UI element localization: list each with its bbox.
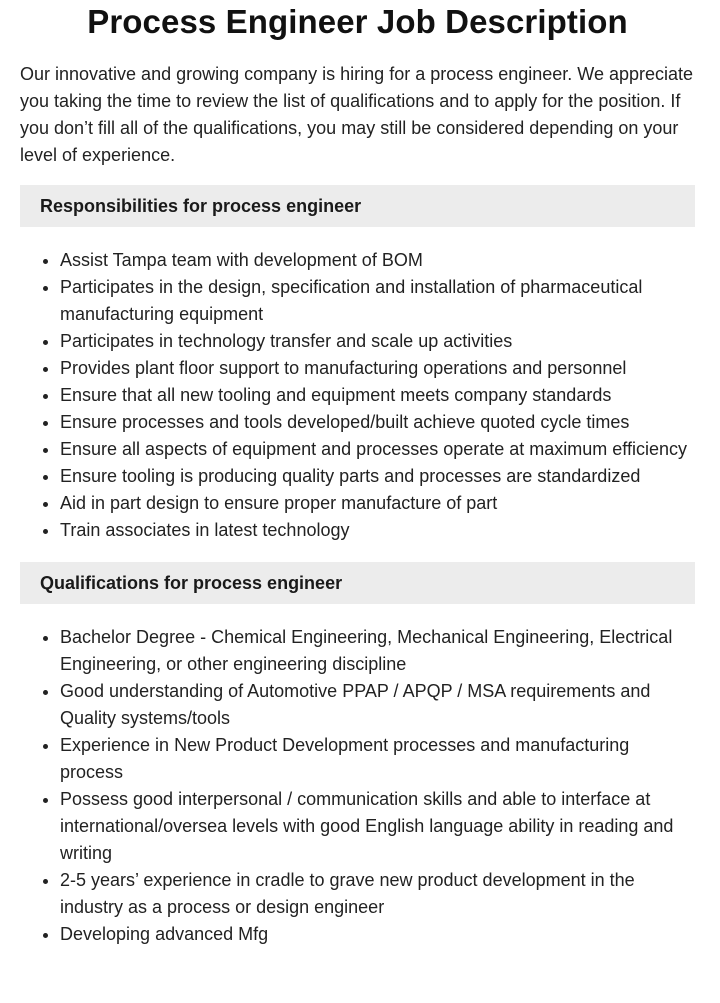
list-item: • Ensure all aspects of equipment and processes operate at maximum efficiency — [60, 436, 695, 463]
list-item: • Ensure processes and tools developed/built achieve quoted cycle times — [60, 409, 695, 436]
list-item: • Possess good interpersonal / communication skills and able to interface at international/oversea levels with good English language ability in reading and writing — [60, 786, 695, 867]
list-item: • Experience in New Product Development processes and manufacturing process — [60, 732, 695, 786]
list-item: • Assist Tampa team with development of BOM — [60, 247, 695, 274]
responsibilities-list — [20, 247, 695, 544]
list-item: • Participates in technology transfer and scale up activities — [60, 328, 695, 355]
list-item: • 2-5 years’ experience in cradle to grave new product development in the industry as a process or design engineer — [60, 867, 695, 921]
qualifications-list — [20, 624, 695, 948]
list-item: • Good understanding of Automotive PPAP / APQP / MSA requirements and Quality systems/tools — [60, 678, 695, 732]
list-item: • Developing advanced Mfg — [60, 921, 695, 948]
qualifications-heading: Qualifications for process engineer — [20, 562, 695, 604]
list-item: • Aid in part design to ensure proper manufacture of part — [60, 490, 695, 517]
page-title: Process Engineer Job Description — [87, 3, 628, 40]
intro-paragraph: Our innovative and growing company is hiring for a process engineer. We appreciate you taking the time to review the list of qualifications and to apply for the position. If you don’t fill all of the qualifications, you may still be considered depending on your level of experience. — [20, 64, 694, 165]
list-item: • Bachelor Degree - Chemical Engineering, Mechanical Engineering, Electrical Engineering, or other engineering discipline — [60, 624, 695, 678]
list-item: • Participates in the design, specification and installation of pharmaceutical manufacturing equipment — [60, 274, 695, 328]
list-item: • Train associates in latest technology — [60, 517, 695, 544]
responsibilities-heading: Responsibilities for process engineer — [20, 185, 695, 227]
list-item: • Provides plant floor support to manufacturing operations and personnel — [60, 355, 695, 382]
list-item: • Ensure tooling is producing quality parts and processes are standardized — [60, 463, 695, 490]
list-item: • Ensure that all new tooling and equipment meets company standards — [60, 382, 695, 409]
